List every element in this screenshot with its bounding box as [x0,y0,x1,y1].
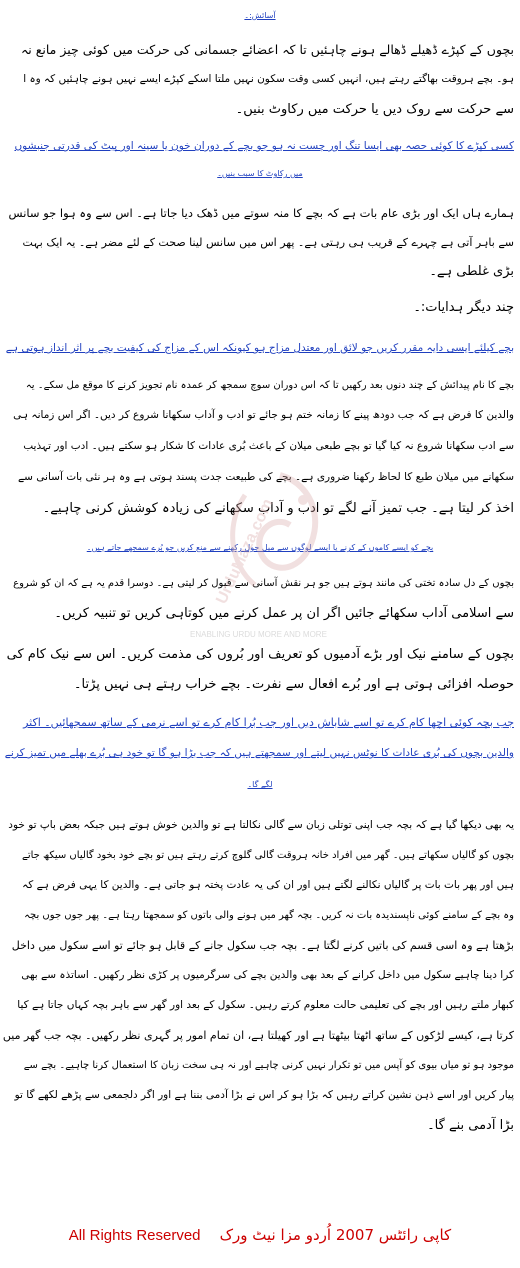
footer-english: All Rights Reserved [68,1227,201,1244]
watermark-logo [185,455,355,645]
paragraph-line: بڑی غلطی ہے۔ [429,264,514,279]
paragraph-line: سے اسلامی آداب سکھائے جائیں اگر ان پر عمل کرنے میں کوتاہی کریں تو تنبیہ کریں۔ [54,606,514,621]
paragraph-line: کبھار ملتے رہیں اور بچے کی تعلیمی حالت معلوم کرتے رہیں۔ سکول کے بعد اور گھر سے باہر بچہ کہاں جاتا ہے کیا [17,999,514,1011]
watermark-tagline: ENABLING URDU MORE AND MORE [190,630,327,639]
paragraph-line: یہ بھی دیکھا گیا ہے کہ بچہ جب اپنی توتلی زبان سے گالی نکالتا ہے تو والدین خوش ہوتے ہیں جبکہ بعض باپ تو خود [8,819,514,831]
paragraph-line: پیار کریں اور اسے ذہن نشین کراتے رہیں کہ بڑا ہو کر اس نے بڑا آدمی بننا ہے اور اگر دلجمعی سے پڑھے لکھے گا تو [14,1089,514,1101]
paragraph-line: بڑا آدمی بنے گا۔ [427,1118,514,1133]
paragraph-line: ہو۔ بچے ہروقت بھاگتے رہتے ہیں، انہیں کسی وقت سکون نہیں ملتا اسکے کپڑے ایسے نہیں ہونے چاہئیں کہ وہ ا [23,73,514,85]
paragraph-line: بچوں کے دل سادہ تختی کی مانند ہوتے ہیں جو ہر نقش آسانی سے قبول کر لیتی ہے۔ دوسرا قدم یہ ہے کہ ان کو شروع [13,578,514,589]
paragraph-line: سے باہر آتی ہے چہرے کے قریب ہی رہتی ہے۔ پھر اس میں سانس لینا صحت کے لئے مضر ہے۔ یہ ایک بہت [22,236,514,249]
paragraph-line: اخذ کر لیتا ہے۔ جب تمیز آنے لگے تو ادب و آداب سکھانے کی زیادہ کوشش کرنی چاہیے۔ [42,501,514,516]
highlight-link[interactable]: جب بچہ کوئی اچھا کام کرے تو اسے شاباش دیں اور جب بُرا کام کرے تو اسے نرمی کے ساتھ سمجھائیں۔ اکثر [23,716,514,729]
paragraph-line: بچوں کو گالیاں سکھاتے ہیں۔ گھر میں افراد خانہ ہروقت گالی گلوچ کرتے رہتے ہیں تو بچے خود بخود گالیاں سیکھ جاتے [21,850,514,861]
paragraph-line: والدین کا فرض ہے کہ جب دودھ پینے کا زمانہ ختم ہو جائے تو ادب و آداب سکھانا شروع کر دیں۔ اگر اس زمانہ ہی [13,409,514,421]
paragraph-line: موجود ہو تو میاں بیوی کو آپس میں تو تکرار نہیں کرنی چاہیے اور نہ ہی سخت زبان کا استعمال کرنا چاہیے۔ بچے سے [23,1060,514,1071]
paragraph-line: سکھانے میں میلان طبع کا لحاظ رکھنا ضروری ہے۔ بچے کی طبیعت جدت پسند ہوتی ہے وہ ہر نئی بات آسانی سے [18,471,514,483]
highlight-link[interactable]: میں رکاوٹ کا سبب بنیں۔ [217,169,303,178]
highlight-link[interactable]: لگے گا۔ [247,780,273,789]
highlight-link[interactable]: کسی کپڑے کا کوئی حصہ بھی ایسا تنگ اور چست نہ ہو جو بچے کے دوران خون یا سینہ اور پیٹ کی قدرتی جنبشوں [14,140,514,152]
paragraph-line: سے حرکت سے روک دیں یا حرکت میں رکاوٹ بنیں۔ [235,102,514,117]
highlight-link[interactable]: بچے کیلئے ایسی دایہ مقرر کریں جو لائق اور معتدل مزاج ہو کیونکہ اس کے مزاج کی کیفیت بچے پر اثر انداز ہوتی ہے [5,342,514,354]
highlight-link[interactable]: بچے کو ایسے کاموں کے کرنے یا ایسے لوگوں سے میل جول رکھنے سے منع کریں جو بُرے سمجھے جاتے ہیں۔ [86,543,434,552]
paragraph-line: کرتا ہے، کیسے لڑکوں کے ساتھ اٹھتا بیٹھتا ہے اور کھیلتا ہے، ان تمام امور پر گہری نظر رکھیں۔ بچہ جب گھر میں [2,1029,514,1042]
paragraph-line: ہمارے ہاں ایک اور بڑی عام بات ہے کہ بچے کا منہ سوتے میں ڈھک دیا جاتا ہے۔ اس سے وہ ہوا جو سانس [8,206,514,220]
paragraph-line: سے ادب سکھانا شروع نہ کیا گیا تو بچے طبعی میلان کے باعث بُری عادات کا شکار ہو سکتے ہیں۔ ادب اور تہذیب [23,440,514,452]
paragraph-line: بچے کا نام پیدائش کے چند دنوں بعد رکھیں تا کہ اس دوران سوچ سمجھ کر عمدہ نام تجویز کرنے کا موقع مل سکے۔ یہ [25,380,514,391]
paragraph-line: بڑھتا ہے وہ اسی قسم کی باتیں کرنے لگتا ہے۔ بچہ جب سکول جانے کے قابل ہو جائے تو اسے سکول میں داخل [11,939,514,952]
subheading: چند دیگر ہدایات:۔ [413,300,514,315]
paragraph-line: بچوں کے کپڑے ڈھیلے ڈھالے ہونے چاہئیں تا کہ اعضائے جسمانی کی حرکت میں کوئی چیز مانع نہ [20,42,514,57]
paragraph-line: بچوں کے سامنے نیک اور بڑے آدمیوں کو تعریف اور بُروں کی مذمت کریں۔ اس سے نیک کام کی [6,647,514,662]
footer-urdu: کاپی رائٹس 2007 اُردو مزا نیٹ ورک [219,1226,452,1244]
paragraph-line: کرا دینا چاہیے سکول میں داخل کرانے کے بعد بھی والدین بچے کی سرگرمیوں پر کڑی نظر رکھیں۔ اساتذہ سے بھی [21,969,514,981]
paragraph-line: حوصلہ افزائی ہوتی ہے اور بُرے افعال سے نفرت۔ بچے خراب رہتے ہی نہیں پڑتا۔ [73,677,514,692]
section-title: آسائش:۔ [244,11,276,20]
footer [0,1226,520,1244]
paragraph-line: ہیں اور پھر بات بات پر گالیاں نکالنے لگتے ہیں اور ان کی یہ عادت پختہ ہو جاتی ہے۔ والدین کا یہی فرض ہے کہ [22,879,514,891]
highlight-link[interactable]: والدین بچوں کی بُری عادات کا نوٹس نہیں لیتے اور سمجھتے ہیں کہ جب بڑا ہو گا تو خود ہی بُرے بھلے میں تمیز کرنے [4,747,514,759]
paragraph-line: وہ بچے کے سامنے کوئی ناپسندیدہ بات نہ کریں۔ بچہ گھر میں ہونے والی باتوں کو سمجھتا رہتا ہے۔ پھر جوں جوں بچہ [24,910,514,921]
watermark-site: UrduMaza.com [213,496,277,607]
